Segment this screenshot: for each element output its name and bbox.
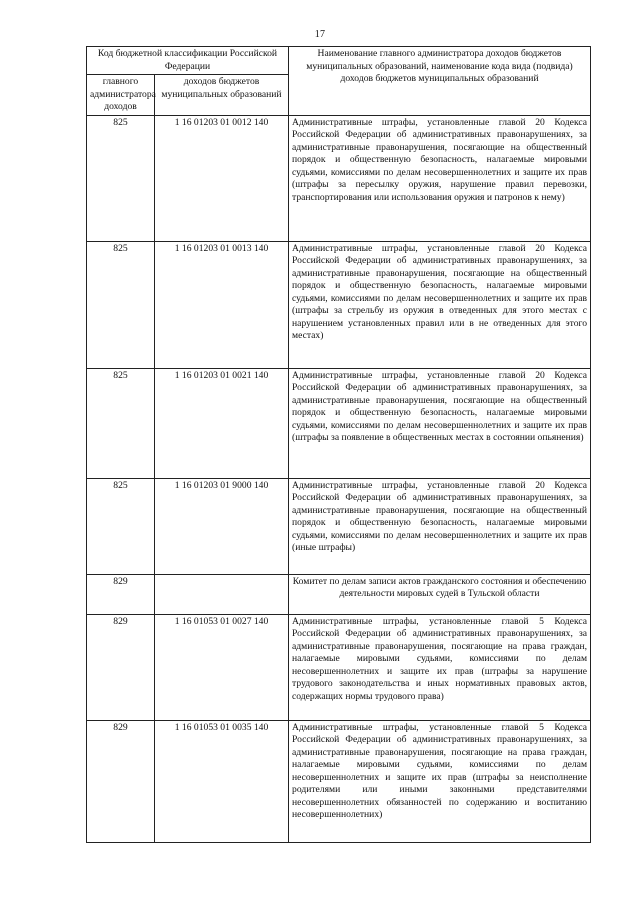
income-code-cell: 1 16 01203 01 9000 140 [155, 478, 289, 574]
description-cell: Административные штрафы, установленные главой 20 Кодекса Российской Федерации об административных правонарушениях, за административные правонарушения, посягающие на общественный порядок и общественную безопасность, налагаемые мировыми судьями, комиссиями по делам несовершеннолетних и защите их прав (иные штрафы) [289, 478, 591, 574]
description-cell: Административные штрафы, установленные главой 20 Кодекса Российской Федерации об административных правонарушениях, за административные правонарушения, посягающие на общественный порядок и общественную безопасность, налагаемые мировыми судьями, комиссиями по делам несовершеннолетних и защите их прав (штрафы за пересылку оружия, нарушение правил перевозки, транспортирования или использования оружия и патронов к нему) [289, 115, 591, 241]
admin-code-cell: 829 [87, 574, 155, 614]
page-number: 17 [314, 29, 326, 40]
income-code-cell: 1 16 01203 01 0021 140 [155, 368, 289, 478]
table-row [87, 574, 591, 614]
admin-code-cell: 825 [87, 478, 155, 574]
admin-code-cell: 825 [87, 241, 155, 368]
admin-subheader: главного администратора доходов [87, 75, 155, 116]
income-code-cell [155, 574, 289, 614]
table-body [87, 115, 591, 842]
budget-codes-table [86, 46, 591, 843]
table-header [87, 47, 591, 116]
income-code-cell: 1 16 01203 01 0013 140 [155, 241, 289, 368]
table-row [87, 368, 591, 478]
admin-code-cell: 829 [87, 720, 155, 842]
table-row [87, 614, 591, 720]
admin-code-cell: 825 [87, 115, 155, 241]
description-cell: Административные штрафы, установленные главой 20 Кодекса Российской Федерации об административных правонарушениях, за административные правонарушения, посягающие на общественный порядок и общественную безопасность, налагаемые мировыми судьями, комиссиями по делам несовершеннолетних и защите их прав (штрафы за стрельбу из оружия в отведенных для этого местах с нарушением установленных правил или в не отведенных для этого местах) [289, 241, 591, 368]
name-header: Наименование главного администратора доходов бюджетов муниципальных образований, наименование кода вида (подвида) доходов бюджетов муниципальных образований [289, 47, 591, 116]
income-code-cell: 1 16 01053 01 0027 140 [155, 614, 289, 720]
admin-code-cell: 829 [87, 614, 155, 720]
table-row [87, 478, 591, 574]
header-row [87, 47, 591, 75]
admin-code-cell: 825 [87, 368, 155, 478]
income-code-cell: 1 16 01053 01 0035 140 [155, 720, 289, 842]
description-cell: Административные штрафы, установленные главой 5 Кодекса Российской Федерации об административных правонарушениях, за административные правонарушения, посягающие на права граждан, налагаемые мировыми судьями, комиссиями по делам несовершеннолетних и защите их прав (штрафы за нарушение трудового законодательства и иных нормативных правовых актов, содержащих нормы трудового права) [289, 614, 591, 720]
description-cell: Административные штрафы, установленные главой 5 Кодекса Российской Федерации об административных правонарушениях, за административные правонарушения, посягающие на права граждан, налагаемые мировыми судьями, комиссиями по делам несовершеннолетних и защите их прав (штрафы за неисполнение родителями или иными законными представителями несовершеннолетних обязанностей по содержанию и воспитанию несовершеннолетних) [289, 720, 591, 842]
income-code-cell: 1 16 01203 01 0012 140 [155, 115, 289, 241]
kbk-header: Код бюджетной классификации Российской Федерации [87, 47, 289, 75]
table-row [87, 241, 591, 368]
table-row [87, 720, 591, 842]
table-row [87, 115, 591, 241]
description-cell: Административные штрафы, установленные главой 20 Кодекса Российской Федерации об административных правонарушениях, за административные правонарушения, посягающие на общественный порядок и общественную безопасность, налагаемые мировыми судьями, комиссиями по делам несовершеннолетних и защите их прав (штрафы за появление в общественных местах в состоянии опьянения) [289, 368, 591, 478]
administrator-name-cell: Комитет по делам записи актов гражданского состояния и обеспечению деятельности мировых судей в Тульской области [289, 574, 591, 614]
income-subheader: доходов бюджетов муниципальных образований [155, 75, 289, 116]
